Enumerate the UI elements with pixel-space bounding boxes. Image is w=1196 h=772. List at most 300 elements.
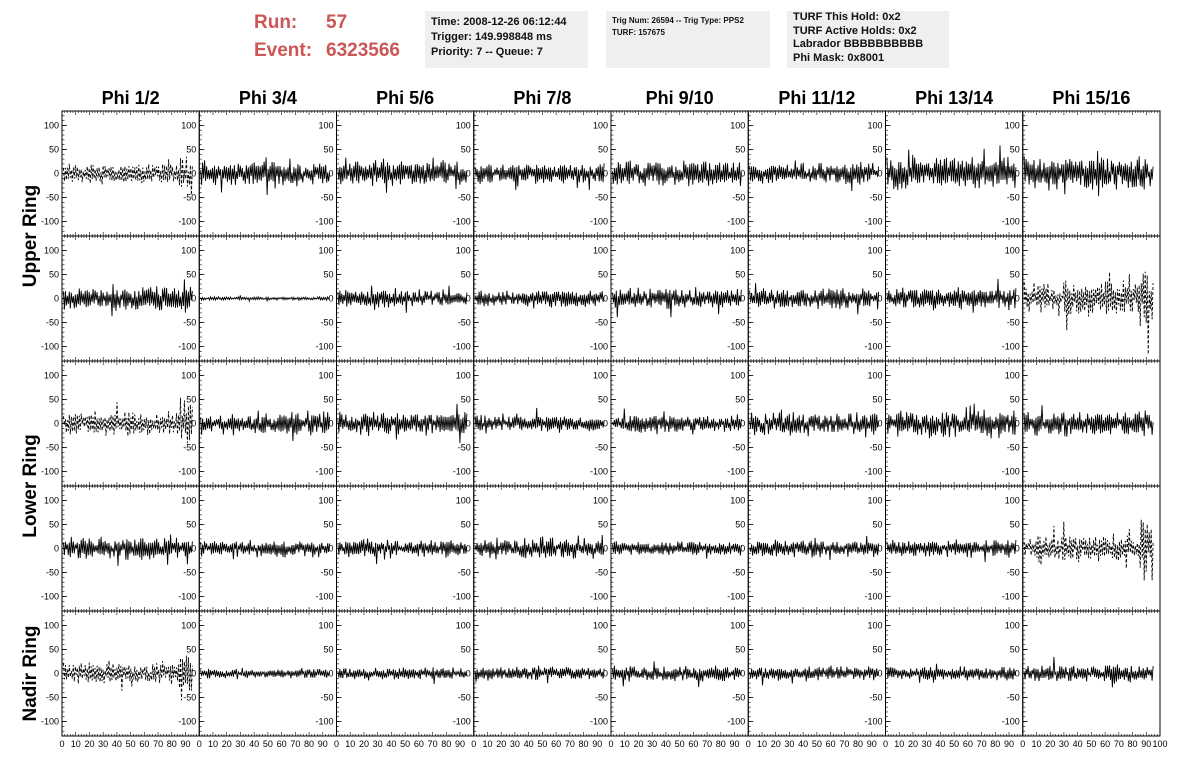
y-tick-label: -50 <box>320 442 334 453</box>
y-tick-label: 0 <box>877 418 883 429</box>
y-tick-label: 0 <box>877 543 883 554</box>
column-title-8: Phi 15/16 <box>1052 88 1131 108</box>
y-tick-label: 100 <box>318 495 334 506</box>
x-tick-label: 90 <box>180 739 191 749</box>
y-tick-label: 100 <box>730 495 746 506</box>
y-tick-label: -100 <box>178 466 197 477</box>
waveform-trace <box>63 656 192 701</box>
waveform-trace <box>63 157 192 195</box>
y-tick-label: 0 <box>602 543 608 554</box>
y-tick-label: 100 <box>318 620 334 631</box>
y-tick-label: -50 <box>183 692 197 703</box>
panel-r2-c5 <box>611 236 748 361</box>
waveform-trace <box>750 410 879 438</box>
y-tick-label: 50 <box>186 394 197 405</box>
y-tick-label: 50 <box>460 644 471 655</box>
waveform-trace <box>338 667 467 684</box>
y-tick-label: -100 <box>727 591 746 602</box>
x-tick-label: 70 <box>290 739 301 749</box>
column-title-3: Phi 5/6 <box>376 88 435 108</box>
y-tick-label: -100 <box>589 716 608 727</box>
y-tick-label: -50 <box>594 192 608 203</box>
panel-r3-c4 <box>474 361 611 486</box>
y-tick-label: -100 <box>589 591 608 602</box>
phi-mask-text: Phi Mask: 0x8001 <box>793 51 885 64</box>
panel-r1-c4 <box>474 111 611 236</box>
y-tick-label: 0 <box>465 668 471 679</box>
y-tick-label: 100 <box>867 370 883 381</box>
x-tick-label: 60 <box>276 739 287 749</box>
y-tick-label: -50 <box>45 692 59 703</box>
y-tick-label: 0 <box>465 418 471 429</box>
x-tick-label: 40 <box>249 739 260 749</box>
waveform-trace <box>750 283 879 314</box>
x-tick-label: 20 <box>221 739 232 749</box>
y-tick-label: -100 <box>727 466 746 477</box>
x-tick-label: 40 <box>386 739 397 749</box>
y-tick-label: -100 <box>1001 341 1020 352</box>
event-value: 6323566 <box>326 40 400 61</box>
panel-r4-c8 <box>1023 486 1160 611</box>
y-tick-label: -100 <box>178 216 197 227</box>
y-tick-label: -100 <box>315 591 334 602</box>
y-tick-label: 100 <box>592 495 608 506</box>
y-tick-label: 50 <box>735 394 746 405</box>
labrador-text: Labrador BBBBBBBBBB <box>793 38 924 50</box>
column-title-1: Phi 1/2 <box>101 88 160 108</box>
y-tick-label: -50 <box>320 692 334 703</box>
y-tick-label: -50 <box>320 317 334 328</box>
y-tick-label: 100 <box>181 120 197 131</box>
y-tick-label: 100 <box>318 370 334 381</box>
y-tick-label: -50 <box>1006 442 1020 453</box>
y-tick-label: -50 <box>1006 317 1020 328</box>
x-tick-label: 0 <box>333 739 340 749</box>
waveform-trace <box>63 398 192 443</box>
y-tick-label: 50 <box>872 144 883 155</box>
y-tick-label: 0 <box>1014 293 1020 304</box>
y-tick-label: -100 <box>315 216 334 227</box>
y-tick-label: -50 <box>183 442 197 453</box>
y-tick-label: -100 <box>452 591 471 602</box>
y-tick-label: 0 <box>328 668 334 679</box>
y-tick-label: 50 <box>186 644 197 655</box>
y-tick-label: 0 <box>53 168 59 179</box>
x-tick-label: 90 <box>455 739 466 749</box>
y-tick-label: -100 <box>589 466 608 477</box>
y-tick-label: -50 <box>183 567 197 578</box>
y-tick-label: -100 <box>178 591 197 602</box>
run-label: Run: <box>254 12 298 33</box>
y-tick-label: 0 <box>877 168 883 179</box>
y-tick-label: -50 <box>183 192 197 203</box>
y-tick-label: 100 <box>592 370 608 381</box>
y-tick-label: 100 <box>181 495 197 506</box>
y-tick-label: 0 <box>328 293 334 304</box>
y-tick-label: 100 <box>455 370 471 381</box>
y-tick-label: 50 <box>1009 144 1020 155</box>
y-tick-label: 100 <box>867 245 883 256</box>
y-tick-label: -100 <box>40 716 59 727</box>
panel-r4-c2 <box>199 486 336 611</box>
panel-r5-c3 <box>334 611 474 749</box>
waveform-trace <box>475 291 604 309</box>
time-text: Time: 2008-12-26 06:12:44 <box>431 16 567 28</box>
x-tick-label: 80 <box>304 739 315 749</box>
y-tick-label: -100 <box>1001 216 1020 227</box>
y-tick-label: 0 <box>191 168 197 179</box>
y-tick-label: 0 <box>877 293 883 304</box>
y-tick-label: -50 <box>45 442 59 453</box>
y-tick-label: -50 <box>45 317 59 328</box>
y-tick-label: -100 <box>315 341 334 352</box>
y-tick-label: -50 <box>457 692 471 703</box>
y-tick-label: 0 <box>53 293 59 304</box>
waveform-trace <box>63 279 192 316</box>
x-tick-label: 70 <box>427 739 438 749</box>
y-tick-label: 100 <box>43 495 59 506</box>
ring-label-2: Lower Ring <box>20 434 41 538</box>
waveform-trace <box>63 535 192 566</box>
panel-r3-c2 <box>199 361 336 486</box>
waveform-trace <box>612 409 741 435</box>
y-tick-label: 50 <box>186 269 197 280</box>
y-tick-label: -50 <box>45 192 59 203</box>
y-tick-label: -50 <box>594 692 608 703</box>
y-tick-label: -100 <box>452 716 471 727</box>
y-tick-label: -100 <box>589 216 608 227</box>
y-tick-label: -100 <box>178 716 197 727</box>
waveform-trace <box>1024 405 1153 437</box>
priority-text: Priority: 7 -- Queue: 7 <box>431 46 543 58</box>
y-tick-label: 50 <box>48 394 59 405</box>
panel-r4-c5 <box>611 486 748 611</box>
column-title-6: Phi 11/12 <box>778 88 856 108</box>
x-tick-label: 0 <box>59 739 65 749</box>
y-tick-label: 0 <box>53 543 59 554</box>
panel-r1-c3 <box>337 111 474 236</box>
y-tick-label: 50 <box>460 269 471 280</box>
event-label: Event: <box>254 40 313 61</box>
y-tick-label: -50 <box>732 192 746 203</box>
waveform-trace <box>750 536 879 560</box>
y-tick-label: -50 <box>869 317 883 328</box>
panel-r2-c4 <box>474 236 611 361</box>
y-tick-label: -100 <box>40 591 59 602</box>
y-tick-label: 0 <box>740 543 746 554</box>
y-tick-label: 50 <box>323 144 334 155</box>
panel-r1-c5 <box>611 111 748 236</box>
y-tick-label: -50 <box>183 317 197 328</box>
y-tick-label: 0 <box>602 293 608 304</box>
y-tick-label: 50 <box>460 144 471 155</box>
y-tick-label: -100 <box>727 341 746 352</box>
y-tick-label: -100 <box>40 216 59 227</box>
y-tick-label: -50 <box>1006 567 1020 578</box>
y-tick-label: 100 <box>867 495 883 506</box>
waveform-trace <box>475 163 604 190</box>
trig-num-text: Trig Num: 26594 -- Trig Type: PPS2 <box>612 16 744 25</box>
x-tick-label: 50 <box>125 739 136 749</box>
y-tick-label: -50 <box>320 567 334 578</box>
y-tick-label: -50 <box>869 567 883 578</box>
y-tick-label: 50 <box>1009 519 1020 530</box>
x-tick-label: 20 <box>358 739 369 749</box>
x-tick-label: 60 <box>139 739 150 749</box>
y-tick-label: 50 <box>48 519 59 530</box>
panel-r2-c6 <box>748 236 885 361</box>
y-tick-label: 50 <box>323 519 334 530</box>
column-title-2: Phi 3/4 <box>238 88 297 108</box>
y-tick-label: 0 <box>465 168 471 179</box>
y-tick-label: 100 <box>730 120 746 131</box>
y-tick-label: -50 <box>594 567 608 578</box>
y-tick-label: -50 <box>457 192 471 203</box>
y-tick-label: 100 <box>318 245 334 256</box>
y-tick-label: 50 <box>597 394 608 405</box>
y-tick-label: 0 <box>328 168 334 179</box>
y-tick-label: -100 <box>452 216 471 227</box>
y-tick-label: -100 <box>1001 591 1020 602</box>
waveform-trace <box>750 160 879 191</box>
y-tick-label: 0 <box>1014 168 1020 179</box>
ring-label-1: Upper Ring <box>20 184 41 288</box>
y-tick-label: 0 <box>328 418 334 429</box>
y-tick-label: -100 <box>864 466 883 477</box>
y-tick-label: 50 <box>872 269 883 280</box>
y-tick-label: 0 <box>191 418 197 429</box>
y-tick-label: -50 <box>594 442 608 453</box>
x-tick-label: 10 <box>70 739 81 749</box>
panel-r2-c8 <box>1023 236 1160 361</box>
panel-r3-c1 <box>41 361 199 486</box>
y-tick-label: -50 <box>732 317 746 328</box>
waveform-trace <box>201 540 330 559</box>
y-tick-label: 100 <box>592 245 608 256</box>
y-tick-label: 50 <box>597 519 608 530</box>
panel-r5-c4 <box>471 611 611 749</box>
y-tick-label: 100 <box>1004 370 1020 381</box>
x-tick-label: 50 <box>262 739 273 749</box>
y-tick-label: 50 <box>735 519 746 530</box>
panel-r3-c3 <box>337 361 474 486</box>
y-tick-label: 0 <box>602 668 608 679</box>
y-tick-label: 100 <box>1004 495 1020 506</box>
y-tick-label: 50 <box>597 644 608 655</box>
y-tick-label: 0 <box>740 418 746 429</box>
y-tick-label: 50 <box>460 394 471 405</box>
y-tick-label: 100 <box>455 620 471 631</box>
x-tick-label: 40 <box>111 739 122 749</box>
y-tick-label: 50 <box>460 519 471 530</box>
x-tick-label: 20 <box>84 739 95 749</box>
panel-r3-c7 <box>886 361 1023 486</box>
turf-text: TURF: 157675 <box>612 28 665 37</box>
y-tick-label: -50 <box>457 567 471 578</box>
x-tick-label: 0 <box>196 739 202 749</box>
waveform-trace <box>201 295 330 301</box>
waveform-trace <box>612 287 741 317</box>
y-tick-label: -50 <box>457 317 471 328</box>
y-tick-label: 100 <box>455 495 471 506</box>
y-tick-label: 50 <box>48 269 59 280</box>
y-tick-label: 100 <box>318 120 334 131</box>
y-tick-label: 100 <box>181 245 197 256</box>
waveform-trace <box>338 539 467 565</box>
y-tick-label: 50 <box>1009 269 1020 280</box>
y-tick-label: 100 <box>43 370 59 381</box>
waveform-trace <box>887 404 1016 439</box>
y-tick-label: 100 <box>181 370 197 381</box>
x-tick-label: 80 <box>441 739 452 749</box>
y-tick-label: 100 <box>455 120 471 131</box>
panel-r3-c6 <box>748 361 885 486</box>
panel-r3-c5 <box>611 361 748 486</box>
y-tick-label: 50 <box>597 269 608 280</box>
y-tick-label: 50 <box>186 519 197 530</box>
y-tick-label: -50 <box>732 442 746 453</box>
y-tick-label: 50 <box>48 144 59 155</box>
y-tick-label: 50 <box>1009 394 1020 405</box>
waveform-trace <box>887 279 1016 313</box>
panel-r1-c7 <box>886 111 1023 236</box>
x-tick-label: 70 <box>153 739 164 749</box>
y-tick-label: -100 <box>864 216 883 227</box>
y-tick-label: -100 <box>864 591 883 602</box>
y-tick-label: 0 <box>465 543 471 554</box>
y-tick-label: -100 <box>452 341 471 352</box>
y-tick-label: -100 <box>864 341 883 352</box>
y-tick-label: 0 <box>740 168 746 179</box>
y-tick-label: 0 <box>191 293 197 304</box>
waveform-trace <box>338 158 467 193</box>
y-tick-label: 0 <box>191 668 197 679</box>
y-tick-label: -50 <box>45 567 59 578</box>
y-tick-label: 100 <box>43 120 59 131</box>
y-tick-label: -50 <box>869 442 883 453</box>
y-tick-label: 50 <box>48 644 59 655</box>
y-tick-label: 0 <box>740 293 746 304</box>
run-value: 57 <box>326 12 348 33</box>
panel-r5-c1 <box>41 611 199 749</box>
y-tick-label: -100 <box>315 716 334 727</box>
y-tick-label: 100 <box>730 245 746 256</box>
waveform-trace <box>1024 151 1153 196</box>
y-tick-label: -100 <box>40 466 59 477</box>
x-tick-label: 10 <box>345 739 356 749</box>
y-tick-label: 50 <box>186 144 197 155</box>
y-tick-label: 50 <box>323 644 334 655</box>
waveform-trace <box>887 145 1016 190</box>
y-tick-label: 0 <box>1014 418 1020 429</box>
x-tick-label: 30 <box>98 739 109 749</box>
x-tick-label: 50 <box>400 739 411 749</box>
panel-r1-c2 <box>199 111 336 236</box>
y-tick-label: 100 <box>867 120 883 131</box>
y-tick-label: 50 <box>323 269 334 280</box>
y-tick-label: -50 <box>732 567 746 578</box>
y-tick-label: 50 <box>323 394 334 405</box>
y-tick-label: -50 <box>594 317 608 328</box>
waveform-trace <box>1024 272 1153 355</box>
y-tick-label: -50 <box>869 192 883 203</box>
y-tick-label: 100 <box>1004 245 1020 256</box>
x-tick-label: 30 <box>235 739 246 749</box>
panel-r1-c1 <box>41 111 199 236</box>
y-tick-label: -100 <box>1001 466 1020 477</box>
waveform-trace <box>612 541 741 558</box>
waveform-trace <box>612 161 741 187</box>
y-tick-label: 100 <box>592 620 608 631</box>
x-tick-label: 80 <box>166 739 177 749</box>
panel-r2-c1 <box>41 236 199 361</box>
panel-r4-c3 <box>337 486 474 611</box>
x-tick-label: 90 <box>317 739 328 749</box>
panel-r2-c3 <box>337 236 474 361</box>
y-tick-label: -50 <box>1006 192 1020 203</box>
y-tick-label: 0 <box>53 418 59 429</box>
y-tick-label: -100 <box>178 341 197 352</box>
waveform-trace <box>201 668 330 679</box>
y-tick-label: 50 <box>735 144 746 155</box>
y-tick-label: 100 <box>1004 120 1020 131</box>
trigger-text: Trigger: 149.998848 ms <box>431 31 553 43</box>
y-tick-label: 100 <box>43 620 59 631</box>
y-tick-label: 50 <box>597 144 608 155</box>
y-tick-label: 0 <box>602 168 608 179</box>
y-tick-label: 100 <box>730 370 746 381</box>
waveform-trace <box>1024 520 1153 581</box>
y-tick-label: 100 <box>43 245 59 256</box>
y-tick-label: -50 <box>320 192 334 203</box>
y-tick-label: -100 <box>315 466 334 477</box>
x-tick-label: 60 <box>413 739 424 749</box>
panel-r5-c2 <box>196 611 340 749</box>
column-title-5: Phi 9/10 <box>645 88 714 108</box>
ring-label-3: Nadir Ring <box>20 625 41 722</box>
y-tick-label: 0 <box>602 418 608 429</box>
y-tick-label: -100 <box>727 216 746 227</box>
panel-r3-c8 <box>1023 361 1160 486</box>
y-tick-label: 0 <box>53 668 59 679</box>
column-title-7: Phi 13/14 <box>915 88 994 108</box>
waveform-trace <box>338 404 467 443</box>
y-tick-label: 50 <box>872 394 883 405</box>
y-tick-label: -100 <box>589 341 608 352</box>
panel-r1-c8 <box>1023 111 1160 236</box>
panel-r1-c6 <box>748 111 885 236</box>
y-tick-label: 100 <box>181 620 197 631</box>
column-title-4: Phi 7/8 <box>513 88 572 108</box>
y-tick-label: 100 <box>592 120 608 131</box>
y-tick-label: 0 <box>191 543 197 554</box>
panel-r4-c4 <box>474 486 611 611</box>
panel-r4-c1 <box>41 486 199 611</box>
y-tick-label: 0 <box>1014 543 1020 554</box>
waveform-trace <box>887 540 1016 563</box>
waveform-trace <box>475 408 604 434</box>
panel-r4-c6 <box>748 486 885 611</box>
waveform-trace <box>338 286 467 313</box>
waveform-trace <box>475 535 604 559</box>
y-tick-label: 0 <box>328 543 334 554</box>
y-tick-label: 50 <box>872 519 883 530</box>
waveform-trace <box>201 157 330 195</box>
waveform-trace <box>201 411 330 442</box>
y-tick-label: -100 <box>452 466 471 477</box>
turf-hold-text: TURF This Hold: 0x2 <box>793 11 901 23</box>
panel-r2-c7 <box>886 236 1023 361</box>
